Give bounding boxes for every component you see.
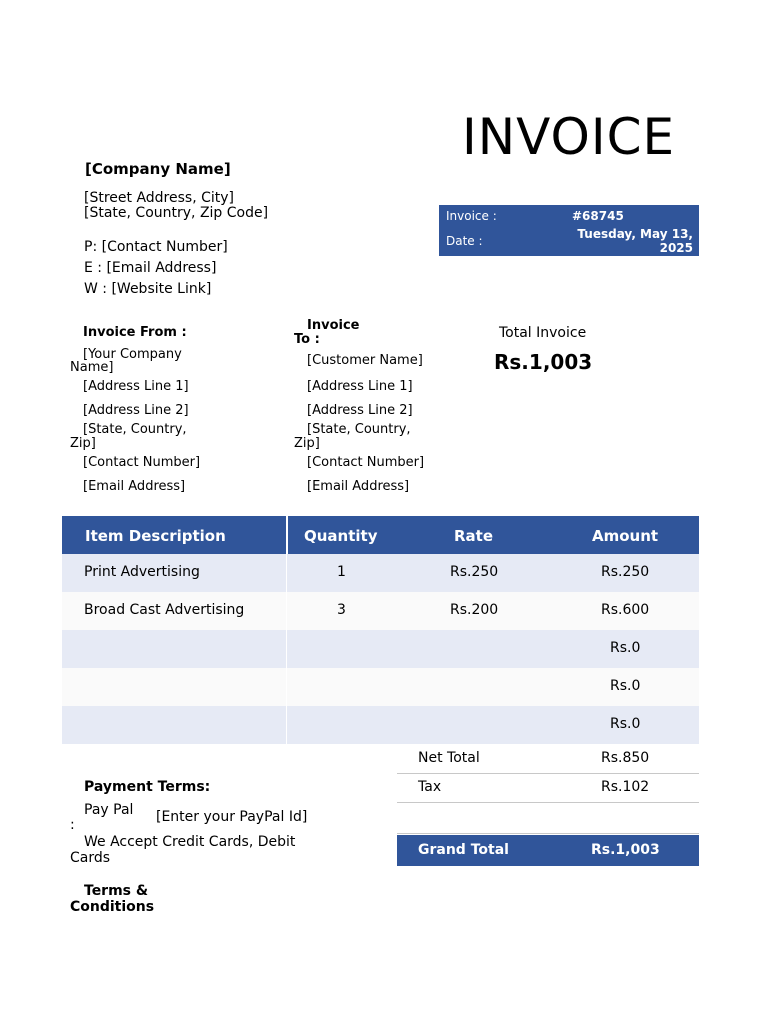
invoice-number: #68745	[572, 209, 624, 223]
cards-line1: We Accept Credit Cards, Debit	[84, 834, 296, 850]
header-divider	[286, 516, 288, 554]
from-state-line2: Zip]	[70, 436, 96, 451]
from-address-1: [Address Line 1]	[83, 379, 189, 394]
invoice-date	[577, 227, 693, 255]
invoice-number-label: Invoice :	[446, 209, 497, 223]
row-rate: Rs.200	[450, 602, 499, 618]
paypal-id: [Enter your PayPal Id]	[156, 809, 308, 825]
grand-total-bar	[397, 835, 699, 866]
company-street: [Street Address, City]	[84, 190, 235, 206]
from-company-line2: Name]	[70, 360, 114, 375]
header-amount: Amount	[592, 527, 659, 545]
from-state-line1: [State, Country,	[83, 422, 187, 437]
terms-heading-line1: Terms &	[84, 883, 149, 899]
company-state: [State, Country, Zip Code]	[84, 205, 269, 221]
total-invoice-label: Total Invoice	[499, 325, 587, 341]
invoice-to-heading-line2: To :	[294, 332, 320, 347]
from-email: [Email Address]	[83, 479, 186, 494]
items-table-header	[62, 516, 699, 554]
company-email: E : [Email Address]	[84, 260, 217, 276]
row-amount: Rs.0	[610, 716, 641, 732]
tax-label: Tax	[418, 779, 442, 795]
to-address-1: [Address Line 1]	[307, 379, 413, 394]
row-quantity: 3	[337, 602, 346, 618]
invoice-from-heading: Invoice From :	[83, 325, 187, 340]
to-contact: [Contact Number]	[307, 455, 425, 470]
row-divider	[286, 706, 287, 744]
to-customer-name: [Customer Name]	[307, 353, 423, 368]
paypal-colon: :	[70, 817, 75, 833]
summary-divider	[397, 773, 699, 774]
invoice-date-line1: Tuesday, May 13,	[577, 227, 693, 241]
net-total-value: Rs.850	[601, 750, 650, 766]
total-invoice-value: Rs.1,003	[494, 350, 593, 374]
company-phone: P: [Contact Number]	[84, 239, 228, 255]
table-row	[62, 592, 699, 630]
summary-divider	[397, 802, 699, 803]
header-rate: Rate	[454, 527, 494, 545]
row-description: Broad Cast Advertising	[84, 602, 245, 618]
summary-divider	[397, 833, 699, 834]
to-email: [Email Address]	[307, 479, 410, 494]
to-state-line1: [State, Country,	[307, 422, 411, 437]
net-total-label: Net Total	[418, 750, 480, 766]
tax-value: Rs.102	[601, 779, 650, 795]
company-name: [Company Name]	[85, 160, 231, 178]
to-state-line2: Zip]	[294, 436, 320, 451]
cards-line2: Cards	[70, 850, 111, 866]
invoice-date-label: Date :	[446, 234, 483, 248]
header-item-description: Item Description	[85, 527, 226, 545]
row-divider	[286, 630, 287, 668]
row-description: Print Advertising	[84, 564, 200, 580]
payment-terms-heading: Payment Terms:	[84, 779, 211, 795]
table-row	[62, 668, 699, 706]
row-amount: Rs.250	[601, 564, 650, 580]
grand-total-value: Rs.1,003	[591, 842, 660, 858]
row-divider	[286, 554, 287, 592]
header-quantity: Quantity	[304, 527, 378, 545]
row-amount: Rs.0	[610, 678, 641, 694]
row-divider	[286, 668, 287, 706]
grand-total-label: Grand Total	[418, 842, 509, 858]
invoice-title: INVOICE	[462, 108, 676, 166]
invoice-date-line2: 2025	[659, 241, 693, 255]
from-address-2: [Address Line 2]	[83, 403, 189, 418]
terms-heading-line2: Conditions	[70, 899, 155, 915]
row-quantity: 1	[337, 564, 346, 580]
paypal-label: Pay Pal	[84, 802, 134, 818]
invoice-meta-box	[439, 205, 699, 256]
row-rate: Rs.250	[450, 564, 499, 580]
row-amount: Rs.600	[601, 602, 650, 618]
company-website: W : [Website Link]	[84, 281, 212, 297]
table-row	[62, 706, 699, 744]
row-amount: Rs.0	[610, 640, 641, 656]
from-company-line1: [Your Company	[83, 347, 182, 362]
from-contact: [Contact Number]	[83, 455, 201, 470]
table-row	[62, 630, 699, 668]
table-row	[62, 554, 699, 592]
invoice-to-heading-line1: Invoice	[307, 318, 360, 333]
row-divider	[286, 592, 287, 630]
to-address-2: [Address Line 2]	[307, 403, 413, 418]
